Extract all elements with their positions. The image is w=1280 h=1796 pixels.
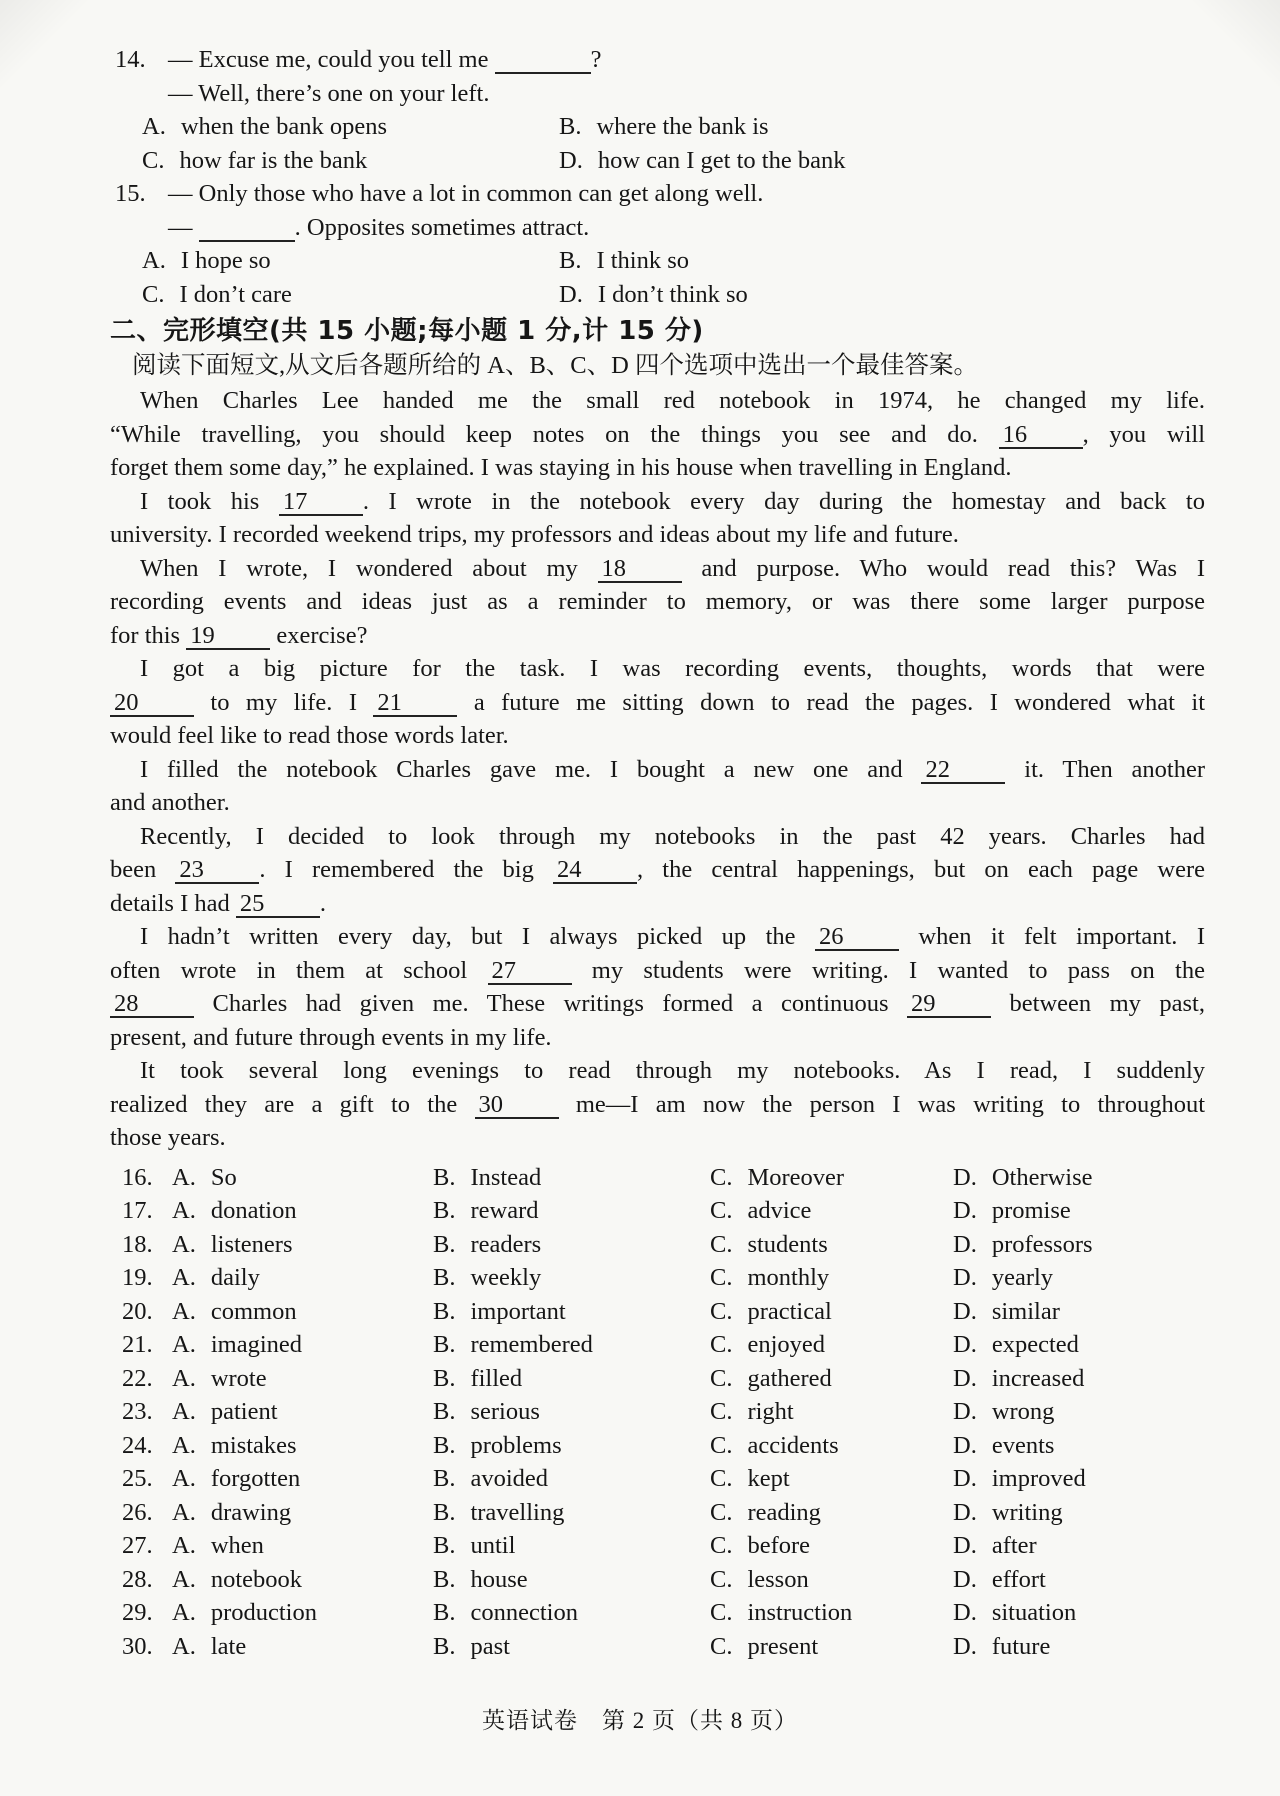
option-text: I don’t think so (597, 280, 748, 308)
option-D (953, 1395, 1205, 1429)
option-label: D. (953, 1264, 977, 1291)
passage-line: and another. (110, 789, 230, 816)
option-A (172, 1328, 433, 1362)
option-label: B. (433, 1532, 456, 1559)
option-text: patient (210, 1398, 278, 1425)
question-options (110, 244, 1205, 311)
option-text: donation (210, 1197, 297, 1224)
cloze-item-27 (110, 1529, 1205, 1563)
passage-paragraph-2 (110, 485, 1205, 552)
questions-section (110, 43, 1205, 311)
option-D (559, 144, 1205, 178)
option-label: C. (710, 1297, 733, 1325)
answer-blank-20: 20 (110, 693, 194, 717)
option-text: common (210, 1297, 297, 1325)
option-text: enjoyed (747, 1331, 826, 1358)
answer-blank-28: 28 (110, 994, 194, 1018)
option-B (433, 1228, 710, 1262)
answer-blank-18: 18 (598, 559, 682, 583)
option-label: B. (433, 1599, 456, 1626)
item-number: 17. (122, 1197, 153, 1224)
option-label: A. (172, 1331, 196, 1358)
option-text: reward (470, 1197, 539, 1224)
option-label: C. (710, 1565, 733, 1593)
option-text: improved (991, 1465, 1086, 1492)
option-D (953, 1261, 1205, 1295)
option-label: D. (953, 1498, 977, 1526)
option-label: B. (559, 113, 582, 140)
answer-blank-22: 22 (921, 760, 1005, 784)
option-label: A. (172, 1431, 196, 1459)
question-14 (110, 43, 1205, 177)
option-label: C. (710, 1331, 733, 1358)
item-number: 22. (122, 1364, 153, 1392)
option-label: C. (710, 1632, 733, 1660)
option-label: D. (953, 1364, 977, 1392)
cloze-item-23 (110, 1395, 1205, 1429)
answer-blank-21: 21 (373, 693, 457, 717)
cloze-item-16 (110, 1161, 1205, 1195)
option-C (710, 1429, 953, 1463)
option-A (172, 1362, 433, 1396)
cloze-item-25 (110, 1462, 1205, 1496)
option-D (953, 1161, 1205, 1195)
option-text: forgotten (210, 1465, 301, 1492)
option-D (953, 1563, 1205, 1597)
option-C (710, 1596, 953, 1630)
item-number: 21. (122, 1331, 153, 1358)
option-B (433, 1395, 710, 1429)
dialogue-line: — . Opposites sometimes attract. (168, 213, 590, 241)
option-text: advice (747, 1197, 812, 1224)
option-text: Instead (470, 1163, 542, 1191)
option-label: B. (433, 1197, 456, 1224)
cloze-item-21 (110, 1328, 1205, 1362)
option-text: future (991, 1632, 1051, 1660)
option-B (559, 244, 1205, 278)
answer-blank-17: 17 (279, 492, 363, 516)
cloze-item-19 (110, 1261, 1205, 1295)
passage-line: forget them some day,” he explained. I was staying in his house when travelling in England. (110, 454, 1012, 481)
option-label: B. (433, 1465, 456, 1492)
passage-line: It took several long evenings to read through my notebooks. As I read, I suddenly (140, 1057, 1205, 1084)
option-text: kept (747, 1465, 790, 1492)
option-text: professors (991, 1230, 1093, 1258)
option-A (172, 1596, 433, 1630)
option-text: practical (747, 1297, 832, 1325)
option-text: situation (991, 1599, 1077, 1626)
option-text: house (470, 1565, 528, 1593)
option-C (710, 1395, 953, 1429)
option-text: increased (991, 1364, 1085, 1392)
answer-blank-23: 23 (175, 860, 259, 884)
option-text: filled (470, 1364, 523, 1392)
option-text: writing (991, 1498, 1063, 1526)
option-text: important (470, 1297, 566, 1325)
option-B (433, 1328, 710, 1362)
option-label: A. (172, 1230, 196, 1258)
answer-blank-30: 30 (475, 1095, 559, 1119)
option-text: serious (470, 1398, 540, 1425)
option-label: D. (953, 1431, 977, 1459)
option-B (433, 1596, 710, 1630)
item-number: 25. (122, 1465, 153, 1492)
option-text: lesson (747, 1565, 809, 1593)
option-text: when the bank opens (180, 113, 387, 140)
option-B (433, 1362, 710, 1396)
option-label: A. (172, 1498, 196, 1526)
cloze-item-26 (110, 1496, 1205, 1530)
option-C (710, 1194, 953, 1228)
option-C (710, 1362, 953, 1396)
item-number: 20. (122, 1297, 153, 1325)
option-text: wrote (210, 1364, 267, 1392)
passage-line: would feel like to read those words later. (110, 722, 509, 749)
option-text: remembered (470, 1331, 593, 1358)
question-number: 14. (115, 46, 146, 73)
option-A (172, 1462, 433, 1496)
option-text: mistakes (210, 1431, 297, 1459)
cloze-item-17 (110, 1194, 1205, 1228)
answer-blank-24: 24 (553, 860, 637, 884)
option-text: past (470, 1632, 510, 1660)
item-number: 19. (122, 1264, 153, 1291)
option-text: So (210, 1163, 237, 1191)
item-number: 16. (122, 1163, 153, 1191)
option-C (142, 278, 559, 312)
option-D (559, 278, 1205, 312)
passage-paragraph-1 (110, 384, 1205, 485)
option-label: A. (172, 1565, 196, 1593)
answer-blank-25: 25 (236, 894, 320, 918)
option-text: problems (470, 1431, 562, 1459)
option-B (433, 1429, 710, 1463)
passage-paragraph-7 (110, 920, 1205, 1054)
option-label: D. (953, 1632, 977, 1660)
option-text: expected (991, 1331, 1079, 1358)
cloze-item-28 (110, 1563, 1205, 1597)
option-C (710, 1496, 953, 1530)
option-text: effort (991, 1565, 1046, 1593)
option-label: B. (433, 1498, 456, 1526)
option-A (172, 1228, 433, 1262)
option-C (710, 1328, 953, 1362)
option-A (172, 1429, 433, 1463)
option-label: B. (433, 1398, 456, 1425)
option-text: daily (210, 1264, 260, 1291)
item-number: 18. (122, 1230, 153, 1258)
option-text: production (210, 1599, 317, 1626)
option-B (433, 1630, 710, 1664)
option-label: D. (953, 1565, 977, 1593)
option-text: weekly (470, 1264, 542, 1291)
option-text: instruction (747, 1599, 853, 1626)
option-label: C. (710, 1465, 733, 1492)
option-label: B. (433, 1331, 456, 1358)
answer-blank-29: 29 (907, 994, 991, 1018)
cloze-item-18 (110, 1228, 1205, 1262)
option-C (710, 1462, 953, 1496)
option-label: A. (172, 1197, 196, 1224)
option-label: D. (953, 1398, 977, 1425)
passage-line: 28 Charles had given me. These writings formed a continuous 29 between my past, (110, 987, 1205, 1021)
option-label: A. (172, 1297, 196, 1325)
option-label: D. (953, 1230, 977, 1258)
option-A (142, 110, 559, 144)
passage-line: those years. (110, 1124, 226, 1151)
option-text: monthly (747, 1264, 830, 1291)
option-A (172, 1161, 433, 1195)
answer-blank-19: 19 (186, 626, 270, 650)
option-label: A. (142, 113, 166, 140)
page-footer: 英语试卷 第 2 页（共 8 页） (482, 1708, 798, 1733)
option-A (172, 1529, 433, 1563)
question-15 (110, 177, 1205, 311)
passage-line: When I wrote, I wondered about my 18 and purpose. Who would read this? Was I (140, 554, 1205, 582)
question-number: 15. (115, 180, 146, 207)
option-text: Otherwise (991, 1163, 1093, 1191)
option-text: promise (991, 1197, 1071, 1224)
item-number: 30. (122, 1632, 153, 1660)
option-B (433, 1529, 710, 1563)
passage-line: When Charles Lee handed me the small red notebook in 1974, he changed my life. (140, 387, 1205, 414)
option-text: I hope so (180, 247, 271, 274)
option-A (172, 1496, 433, 1530)
item-number: 23. (122, 1398, 153, 1425)
option-B (433, 1496, 710, 1530)
option-text: gathered (747, 1364, 832, 1392)
option-text: events (991, 1431, 1055, 1459)
option-text: drawing (210, 1498, 292, 1526)
option-D (953, 1228, 1205, 1262)
passage-line: been 23 . I remembered the big 24 , the central happenings, but on each page were (110, 856, 1205, 883)
option-text: accidents (747, 1431, 839, 1459)
option-B (559, 110, 1205, 144)
option-label: D. (953, 1532, 977, 1559)
option-A (172, 1630, 433, 1664)
option-text: travelling (470, 1498, 565, 1526)
option-text: I don’t care (179, 280, 292, 308)
option-label: A. (172, 1599, 196, 1626)
option-D (953, 1429, 1205, 1463)
passage-line: details I had 25 . (110, 889, 326, 917)
option-label: D. (953, 1297, 977, 1325)
answer-blank (199, 218, 295, 242)
option-text: when (210, 1532, 264, 1559)
passage-line: university. I recorded weekend trips, my professors and ideas about my life and future. (110, 521, 959, 548)
option-A (142, 244, 559, 278)
option-D (953, 1295, 1205, 1329)
option-B (433, 1295, 710, 1329)
option-B (433, 1194, 710, 1228)
item-number: 29. (122, 1599, 153, 1626)
passage-line: recording events and ideas just as a reminder to memory, or was there some larger purpose (110, 588, 1205, 615)
option-C (142, 144, 559, 178)
option-label: B. (433, 1163, 456, 1191)
passage-line: I got a big picture for the task. I was recording events, thoughts, words that were (140, 655, 1205, 682)
option-label: B. (433, 1264, 456, 1291)
option-label: B. (433, 1230, 456, 1258)
option-C (710, 1563, 953, 1597)
option-label: C. (710, 1498, 733, 1526)
option-text: Moreover (747, 1163, 845, 1191)
option-text: similar (991, 1297, 1060, 1325)
option-label: C. (710, 1532, 733, 1559)
option-label: C. (710, 1398, 733, 1425)
item-number: 27. (122, 1532, 153, 1559)
option-label: A. (142, 247, 166, 274)
option-label: C. (710, 1599, 733, 1626)
answer-blank-26: 26 (815, 927, 899, 951)
option-text: where the bank is (596, 113, 769, 140)
option-D (953, 1362, 1205, 1396)
option-text: imagined (210, 1331, 302, 1358)
dialogue-line: — Well, there’s one on your left. (168, 79, 490, 107)
option-label: B. (433, 1364, 456, 1392)
option-B (433, 1462, 710, 1496)
option-D (953, 1194, 1205, 1228)
passage-paragraph-6 (110, 820, 1205, 921)
option-label: A. (172, 1632, 196, 1660)
option-text: late (210, 1632, 247, 1660)
passage-line: I hadn’t written every day, but I always picked up the 26 when it felt important. I (140, 923, 1205, 950)
option-D (953, 1496, 1205, 1530)
passage-paragraph-5 (110, 753, 1205, 820)
option-label: C. (142, 280, 165, 308)
cloze-item-22 (110, 1362, 1205, 1396)
option-label: B. (433, 1431, 456, 1459)
passage-line: I took his 17 . I wrote in the notebook every day during the homestay and back to (140, 487, 1205, 515)
option-A (172, 1563, 433, 1597)
option-text: reading (747, 1498, 821, 1526)
option-text: listeners (210, 1230, 293, 1258)
passage-paragraph-4 (110, 652, 1205, 753)
page-content (110, 43, 1205, 1663)
answer-blank-16: 16 (999, 425, 1083, 449)
option-label: C. (710, 1197, 733, 1224)
option-text: wrong (991, 1398, 1055, 1425)
option-C (710, 1295, 953, 1329)
passage-paragraph-3 (110, 552, 1205, 653)
option-text: notebook (210, 1565, 303, 1593)
passage-line: “While travelling, you should keep notes on the things you see and do. 16 , you will (110, 420, 1205, 448)
option-label: A. (172, 1364, 196, 1392)
passage-line: Recently, I decided to look through my notebooks in the past 42 years. Charles had (140, 822, 1205, 850)
item-number: 26. (122, 1498, 153, 1526)
option-C (710, 1261, 953, 1295)
option-text: until (470, 1532, 516, 1559)
cloze-section-title: 二、完形填空(共 15 小题;每小题 1 分,计 15 分) (110, 316, 704, 346)
option-text: present (747, 1632, 819, 1660)
item-number: 24. (122, 1431, 153, 1459)
cloze-item-24 (110, 1429, 1205, 1463)
option-A (172, 1194, 433, 1228)
dialogue-line: — Excuse me, could you tell me ? (168, 46, 602, 73)
option-label: C. (710, 1230, 733, 1258)
option-A (172, 1295, 433, 1329)
passage-line: I filled the notebook Charles gave me. I bought a new one and 22 it. Then another (140, 755, 1205, 783)
option-label: D. (953, 1599, 977, 1626)
option-label: C. (142, 146, 165, 174)
cloze-options-table (110, 1161, 1205, 1664)
option-label: B. (559, 247, 582, 274)
option-text: connection (470, 1599, 578, 1626)
passage-line: for this 19 exercise? (110, 621, 368, 649)
cloze-passage (110, 384, 1205, 1155)
item-number: 28. (122, 1565, 153, 1593)
option-C (710, 1228, 953, 1262)
answer-blank-27: 27 (488, 961, 572, 985)
question-options (110, 110, 1205, 177)
option-B (433, 1563, 710, 1597)
option-label: C. (710, 1264, 733, 1291)
option-D (953, 1462, 1205, 1496)
dialogue-line: — Only those who have a lot in common can get along well. (168, 180, 764, 207)
cloze-item-20 (110, 1295, 1205, 1329)
option-label: C. (710, 1431, 733, 1459)
passage-line: often wrote in them at school 27 my students were writing. I wanted to pass on the (110, 956, 1205, 984)
option-label: D. (559, 280, 583, 308)
option-A (172, 1261, 433, 1295)
option-label: D. (953, 1465, 977, 1492)
option-D (953, 1630, 1205, 1664)
option-text: avoided (470, 1465, 549, 1492)
option-label: A. (172, 1465, 196, 1492)
option-text: yearly (991, 1264, 1054, 1291)
passage-line: present, and future through events in my life. (110, 1023, 552, 1051)
option-D (953, 1529, 1205, 1563)
option-text: right (747, 1398, 794, 1425)
option-label: C. (710, 1163, 733, 1191)
option-text: students (747, 1230, 828, 1258)
option-label: B. (433, 1632, 456, 1660)
option-label: A. (172, 1264, 196, 1291)
cloze-instruction: 阅读下面短文,从文后各题所给的 A、B、C、D 四个选项中选出一个最佳答案。 (132, 351, 978, 379)
option-text: how can I get to the bank (597, 146, 846, 174)
option-label: B. (433, 1565, 456, 1593)
cloze-item-30 (110, 1630, 1205, 1664)
option-label: D. (953, 1331, 977, 1358)
option-C (710, 1161, 953, 1195)
answer-blank (495, 50, 591, 74)
option-text: I think so (596, 247, 690, 274)
option-A (172, 1395, 433, 1429)
option-label: D. (559, 146, 583, 174)
option-text: before (747, 1532, 811, 1559)
passage-line: realized they are a gift to the 30 me—I am now the person I was writing to throughout (110, 1090, 1206, 1118)
option-label: A. (172, 1163, 196, 1191)
option-label: D. (953, 1197, 977, 1224)
option-label: D. (953, 1163, 977, 1191)
option-D (953, 1596, 1205, 1630)
option-D (953, 1328, 1205, 1362)
option-label: C. (710, 1364, 733, 1392)
option-text: how far is the bank (179, 146, 368, 174)
option-B (433, 1261, 710, 1295)
option-text: readers (470, 1230, 542, 1258)
option-label: A. (172, 1398, 196, 1425)
option-C (710, 1529, 953, 1563)
passage-line: 20 to my life. I 21 a future me sitting down to read the pages. I wondered what it (110, 686, 1205, 720)
option-text: after (991, 1532, 1037, 1559)
passage-paragraph-8 (110, 1054, 1205, 1155)
option-label: A. (172, 1532, 196, 1559)
option-label: B. (433, 1297, 456, 1325)
option-B (433, 1161, 710, 1195)
option-C (710, 1630, 953, 1664)
cloze-item-29 (110, 1596, 1205, 1630)
